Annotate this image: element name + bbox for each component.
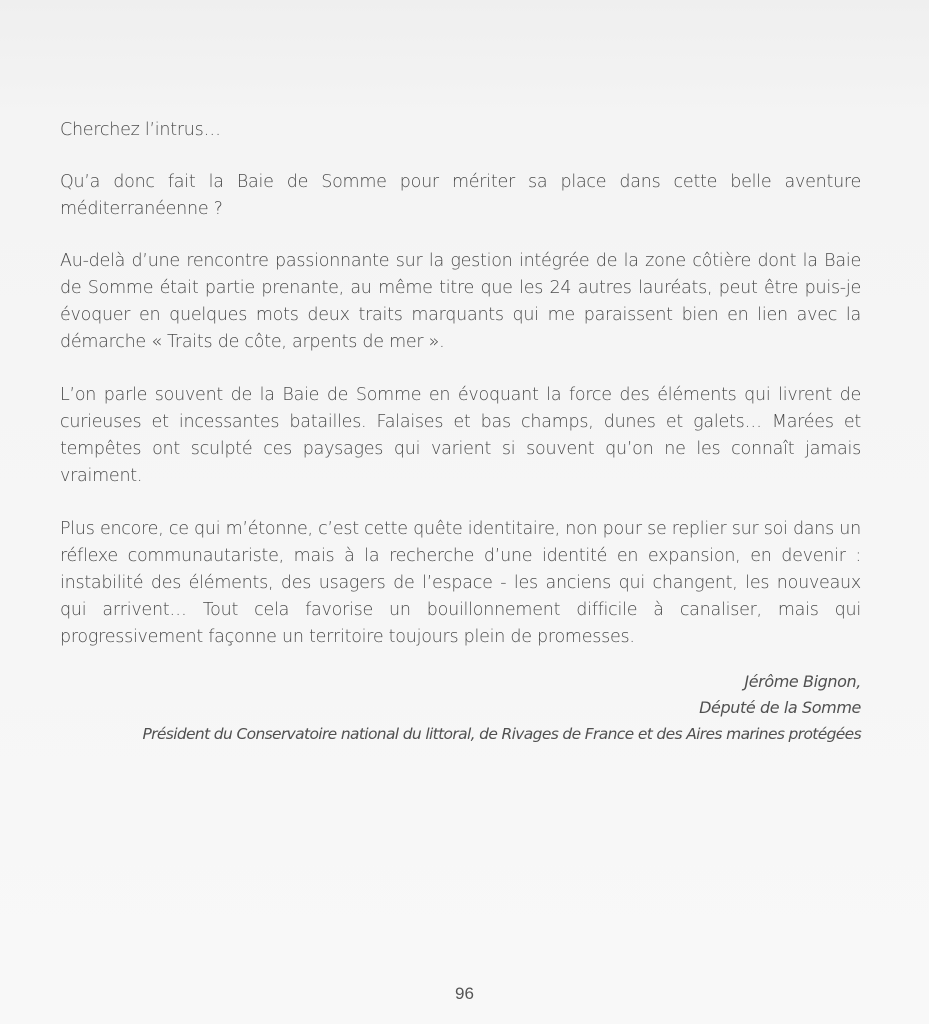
page-number: 96 <box>455 984 474 1003</box>
paragraph-2: L’on parle souvent de la Baie de Somme en évoquant la force des éléments qui livrent de curieuses et incessantes batailles. Falaises et bas champs, dunes et galets… Marées et tempêtes ont sculpté ces paysages qui varient si souvent qu’on ne les connaît jamais vraiment. <box>60 385 861 486</box>
signature-name: Jérôme Bignon, <box>744 672 861 691</box>
signature-block <box>60 669 861 747</box>
signature-title: Président du Conservatoire national du littoral, de Rivages de France et des Aires marines protégées <box>142 725 861 743</box>
document-body <box>60 117 861 747</box>
signature-role: Député de la Somme <box>699 698 861 717</box>
paragraph-question: Qu’a donc fait la Baie de Somme pour mériter sa place dans cette belle aventure méditerranéenne ? <box>60 172 861 219</box>
paragraph-3: Plus encore, ce qui m’étonne, c’est cette quête identitaire, non pour se replier sur soi dans un réflexe communautariste, mais à la recherche d’une identité en expansion, en devenir : instabilité des éléments, des usagers de l’espace - les anciens qui changent, les nouveaux qui arrivent… Tout cela favorise un bouillonnement difficile à canaliser, mais qui progressivement façonne un territoire toujours plein de promesses. <box>60 519 861 647</box>
intro-line: Cherchez l’intrus… <box>60 120 221 140</box>
paragraph-1: Au-delà d’une rencontre passionnante sur la gestion intégrée de la zone côtière dont la Baie de Somme était partie prenante, au même titre que les 24 autres lauréats, peut être puis-je évoquer en quelques mots deux traits marquants qui me paraissent bien en lien avec la démarche « Traits de côte, arpents de mer ». <box>60 251 861 352</box>
